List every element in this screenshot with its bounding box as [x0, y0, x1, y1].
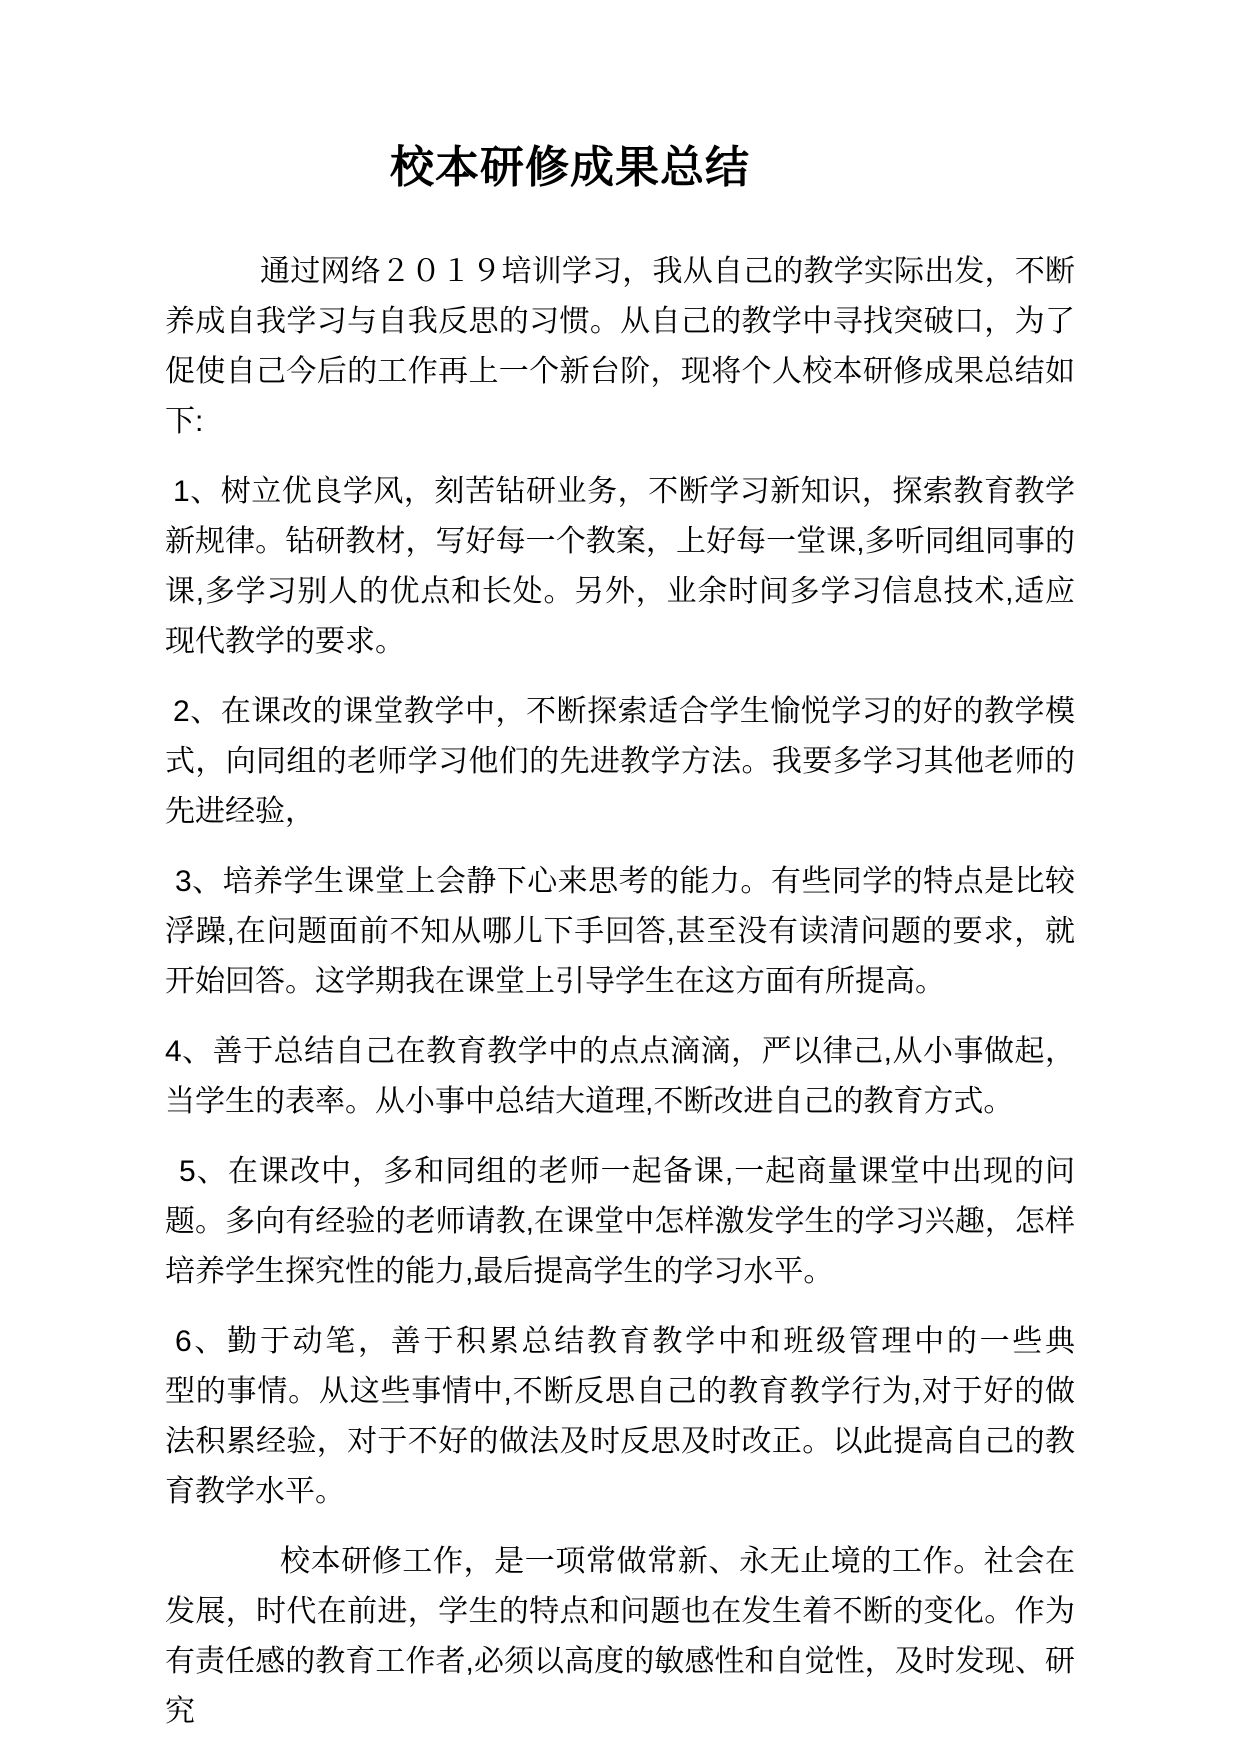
paragraph-item-6: 6、勤于动笔，善于积累总结教育教学中和班级管理中的一些典 型的事情。从这些事情中,不断反思自己的教育教学行为,对于好的做法积累经验，对于不好的做法及时反思及时改正。以此提高自己的教育教学水平。	[165, 1325, 1135, 1508]
paragraph-intro: 通过网络２０１９培训学习，我从自己的教学实际出发，不断养成自我学习与自我反思的习惯。从自己的教学中寻找突破口，为了促使自己今后的工作再上一个新台阶，现将个人校本研修成果总结如下:	[165, 255, 1075, 438]
paragraph-item-5: 5、在课改中，多和同组的老师一起备课,一起商量课堂中出现的问题。多向有经验的老师请教,在课堂中怎样激发学生的学习兴趣，怎样培养学生探究性的能力,最后提高学生的学习水平。	[165, 1155, 1075, 1288]
paragraph-closing: 校本研修工作，是一项常做常新、永无止境的工作。社会在发展，时代在前进，学生的特点和问题也在发生着不断的变化。作为有责任感的教育工作者,必须以高度的敏感性和自觉性，及时发现、研究	[165, 1545, 1075, 1728]
paragraph-item-2: 2、在课改的课堂教学中，不断探索适合学生愉悦学习的好的教学模式，向同组的老师学习他们的先进教学方法。我要多学习其他老师的先进经验，	[165, 695, 1075, 828]
document-title: 校本研修成果总结	[390, 143, 750, 192]
paragraph-item-4: 4、善于总结自己在教育教学中的点点滴滴，严以律己,从小事做起，当学生的表率。从小事中总结大道理,不断改进自己的教育方式。	[165, 1035, 1075, 1118]
paragraph-item-1: 1、树立优良学风，刻苦钻研业务，不断学习新知识，探索教育教学新规律。钻研教材，写好每一个教案，上好每一堂课,多听同组同事的课,多学习别人的优点和长处。另外，业余时间多学习信息技术,适应现代教学的要求。	[165, 475, 1075, 658]
paragraph-item-3: 3、培养学生课堂上会静下心来思考的能力。有些同学的特点是比较浮躁,在问题面前不知从哪儿下手回答,甚至没有读清问题的要求，就开始回答。这学期我在课堂上引导学生在这方面有所提高。	[165, 865, 1075, 998]
